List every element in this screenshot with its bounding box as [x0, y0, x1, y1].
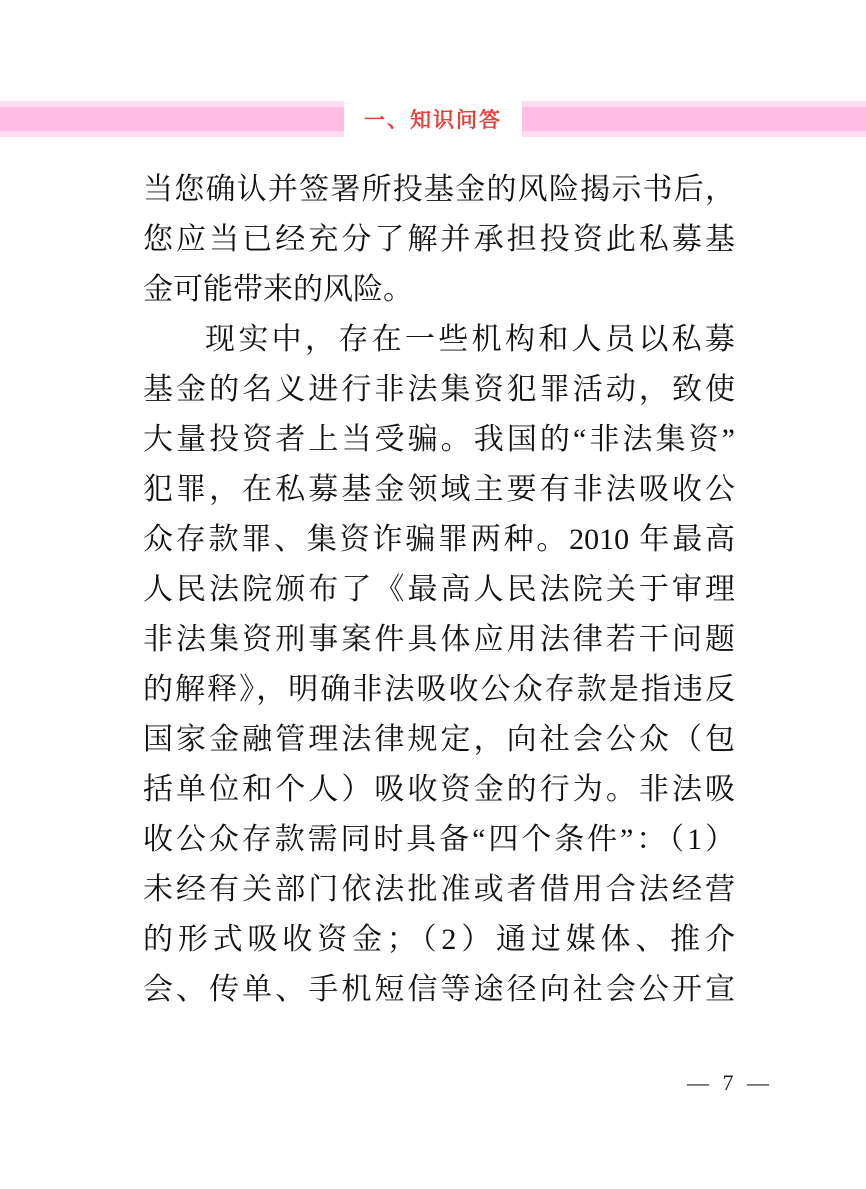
text-line: 国家金融管理法律规定，向社会公众（包: [143, 723, 735, 756]
text-line: 会、传单、手机短信等途径向社会公开宣: [143, 973, 735, 1006]
text-line: 现实中，存在一些机构和人员以私募: [205, 323, 735, 356]
text-line: 未经有关部门依法批准或者借用合法经营: [143, 873, 735, 906]
text-line: 金可能带来的风险。: [143, 273, 413, 306]
text-line: 的形式吸收资金；（2）通过媒体、推介: [143, 923, 735, 956]
text-line: 基金的名义进行非法集资犯罪活动，致使: [143, 373, 735, 406]
text-line: 当您确认并签署所投基金的风险揭示书后，: [143, 173, 735, 206]
text-line: 众存款罪、集资诈骗罪两种。2010 年最高: [143, 523, 735, 556]
header-band-left-bar: [0, 101, 344, 137]
text-line: 收公众存款需同时具备“四个条件”：（1）: [143, 823, 735, 856]
text-line: 犯罪，在私募基金领域主要有非法吸收公: [143, 473, 735, 506]
text-line: 大量投资者上当受骗。我国的“非法集资”: [143, 423, 735, 456]
chapter-header-band: [0, 101, 866, 137]
body-paragraph-1: [143, 165, 735, 315]
body-paragraph-2: [143, 315, 735, 1015]
text-line: 您应当已经充分了解并承担投资此私募基: [143, 223, 735, 256]
text-line: 非法集资刑事案件具体应用法律若干问题: [143, 623, 735, 656]
header-band-right-bar: [522, 101, 866, 137]
text-line: 人民法院颁布了《最高人民法院关于审理: [143, 573, 735, 606]
text-line: 的解释》，明确非法吸收公众存款是指违反: [143, 673, 735, 706]
chapter-title: 一、知识问答: [344, 101, 522, 137]
body-text-block: [143, 165, 735, 1015]
page-number: — 7 —: [687, 1070, 773, 1095]
text-line: 括单位和个人）吸收资金的行为。非法吸: [143, 773, 735, 806]
